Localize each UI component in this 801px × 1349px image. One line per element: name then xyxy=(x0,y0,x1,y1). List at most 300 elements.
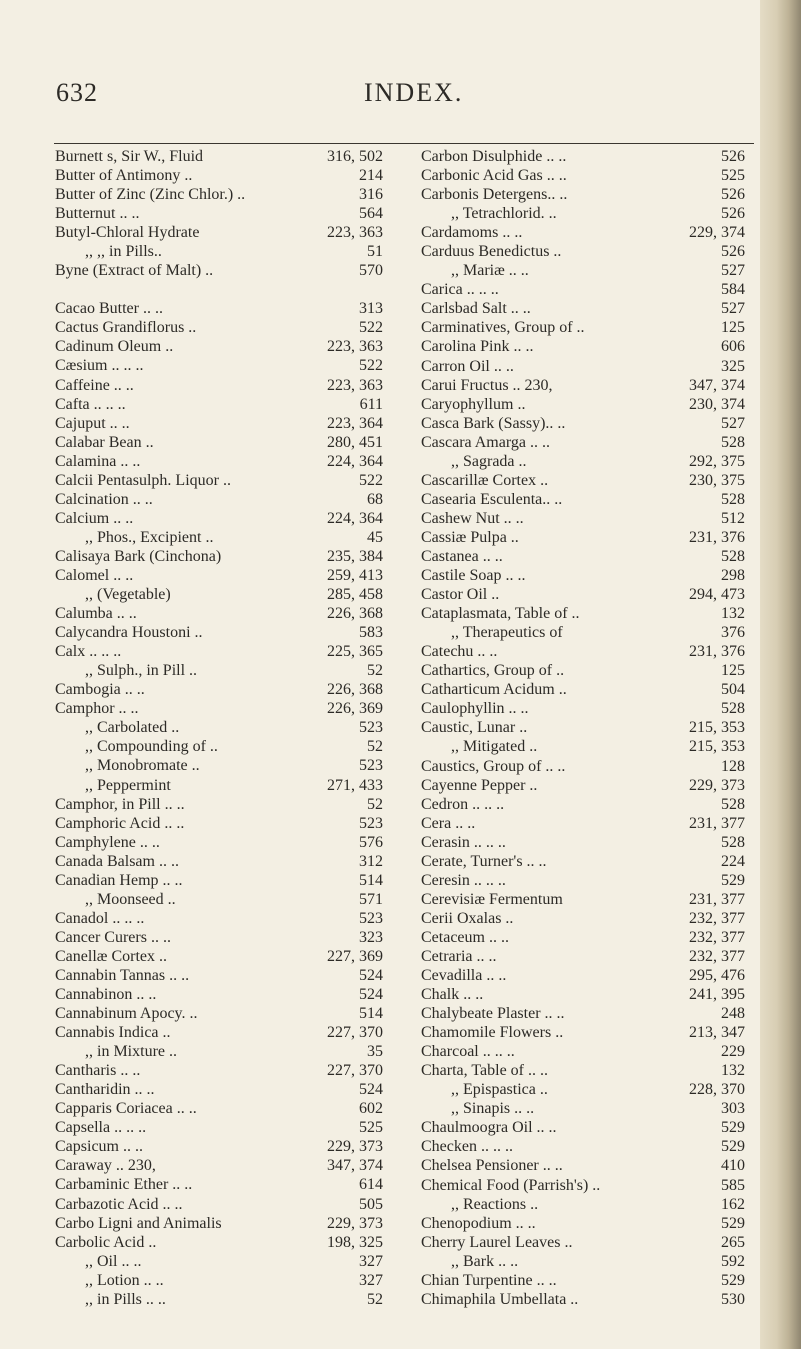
entry-term: ,, in Mixture .. xyxy=(85,1043,177,1061)
entry-term: Cedron .. .. .. xyxy=(421,795,505,813)
entry-term: Calycandra Houstoni .. xyxy=(55,624,203,642)
entry-pages: 292, 375 xyxy=(689,452,745,470)
entry-pages: 230, 374 xyxy=(689,395,745,413)
entry-pages: 231, 377 xyxy=(689,890,745,908)
entry-term: Carbon Disulphide .. .. xyxy=(421,148,567,165)
entry-term: Cancer Curers .. .. xyxy=(55,928,171,946)
entry-pages: 347, 374 xyxy=(327,1157,383,1175)
entry-pages: 529 xyxy=(721,1214,745,1232)
index-entry xyxy=(55,871,383,890)
index-entry xyxy=(421,280,745,299)
entry-pages: 213, 347 xyxy=(689,1024,745,1042)
entry-pages: 52 xyxy=(367,1290,383,1308)
entry-term: Cassiæ Pulpa .. xyxy=(421,528,519,546)
entry-term: ,, Therapeutics of xyxy=(451,624,563,642)
entry-term: Catechu .. .. xyxy=(421,643,498,661)
entry-pages: 524 xyxy=(359,966,383,984)
entry-pages: 231, 376 xyxy=(689,528,745,546)
index-entry xyxy=(421,1118,745,1137)
entry-term: Cafta .. .. .. xyxy=(55,395,126,413)
entry-term: Charta, Table of .. .. xyxy=(421,1062,548,1080)
entry-pages: 523 xyxy=(359,719,383,737)
index-entry xyxy=(421,1290,745,1309)
index-entry xyxy=(421,1042,745,1061)
index-entry xyxy=(55,299,383,318)
entry-term: ,, in Pills .. .. xyxy=(85,1290,166,1308)
entry-pages: 523 xyxy=(359,909,383,927)
entry-pages: 527 xyxy=(721,262,745,280)
index-entry xyxy=(421,623,745,642)
entry-term: ,, Carbolated .. xyxy=(85,719,180,737)
index-entry xyxy=(421,795,745,814)
entry-term: Calumba .. .. xyxy=(55,605,137,623)
entry-term: Carui Fructus .. 230, xyxy=(421,376,553,394)
index-entry xyxy=(55,1023,383,1042)
entry-term: Cataplasmata, Table of .. xyxy=(421,605,580,623)
index-entry xyxy=(55,661,383,680)
index-entry xyxy=(55,1099,383,1118)
entry-term: ,, Reactions .. xyxy=(451,1195,539,1213)
entry-term: Caustic, Lunar .. xyxy=(421,719,528,737)
entry-term: ,, Moonseed .. xyxy=(85,890,176,908)
index-entry xyxy=(55,395,383,414)
index-entry xyxy=(421,1214,745,1233)
index-entry xyxy=(421,490,745,509)
index-entry xyxy=(55,376,383,395)
index-entry xyxy=(421,166,745,185)
entry-pages: 35 xyxy=(367,1043,383,1061)
index-entry xyxy=(55,928,383,947)
entry-term: Cera .. .. xyxy=(421,814,476,832)
entry-term: Chalybeate Plaster .. .. xyxy=(421,1005,565,1023)
entry-pages: 229, 374 xyxy=(689,224,745,242)
entry-pages: 592 xyxy=(721,1252,745,1270)
index-entry xyxy=(55,604,383,623)
index-entry xyxy=(421,204,745,223)
entry-term: Cactus Grandiflorus .. xyxy=(55,319,197,337)
index-entry xyxy=(55,337,383,356)
entry-pages: 214 xyxy=(359,167,383,185)
entry-term: Calamina .. .. xyxy=(55,452,141,470)
entry-term: Cannabin Tannas .. .. xyxy=(55,966,190,984)
index-entry xyxy=(421,185,745,204)
entry-pages: 231, 376 xyxy=(689,643,745,661)
entry-pages: 528 xyxy=(721,833,745,851)
entry-pages: 512 xyxy=(721,509,745,527)
entry-term: ,, Lotion .. .. xyxy=(85,1271,164,1289)
entry-term: Cerii Oxalas .. xyxy=(421,909,514,927)
entry-term: Butternut .. .. xyxy=(55,205,140,223)
index-entry xyxy=(421,909,745,928)
index-entry xyxy=(55,1137,383,1156)
entry-term: Cantharis .. .. xyxy=(55,1062,141,1080)
index-entry xyxy=(421,261,745,280)
index-entry xyxy=(421,966,745,985)
entry-pages: 223, 364 xyxy=(327,414,383,432)
index-entry xyxy=(55,490,383,509)
entry-pages: 528 xyxy=(721,490,745,508)
index-entry xyxy=(55,185,383,204)
entry-pages: 522 xyxy=(359,471,383,489)
index-entry xyxy=(421,604,745,623)
index-entry xyxy=(55,1042,383,1061)
entry-pages: 229, 373 xyxy=(689,776,745,794)
entry-term: ,, Bark .. .. xyxy=(451,1252,519,1270)
entry-term: Carica .. .. .. xyxy=(421,281,499,299)
index-entry xyxy=(55,1118,383,1137)
index-entry xyxy=(55,1214,383,1233)
entry-term: Cerate, Turner's .. .. xyxy=(421,852,547,870)
index-entry xyxy=(421,1004,745,1023)
index-entry xyxy=(55,1195,383,1214)
entry-pages: 327 xyxy=(359,1271,383,1289)
entry-pages: 526 xyxy=(721,148,745,165)
index-entry xyxy=(55,737,383,756)
index-entry xyxy=(55,166,383,185)
entry-term: Cajuput .. .. xyxy=(55,414,130,432)
entry-pages: 215, 353 xyxy=(689,719,745,737)
entry-pages: 522 xyxy=(359,357,383,375)
entry-term: Calcination .. .. xyxy=(55,490,153,508)
index-entry xyxy=(421,1233,745,1252)
entry-pages: 614 xyxy=(359,1176,383,1194)
index-entry xyxy=(55,318,383,337)
index-entry xyxy=(55,623,383,642)
entry-term: Calisaya Bark (Cinchona) xyxy=(55,547,222,565)
entry-pages: 125 xyxy=(721,319,745,337)
entry-term: Cevadilla .. .. xyxy=(421,967,507,985)
index-entry xyxy=(421,471,745,490)
entry-pages: 228, 370 xyxy=(689,1081,745,1099)
entry-pages: 259, 413 xyxy=(327,566,383,584)
entry-pages: 584 xyxy=(721,281,745,299)
index-entry xyxy=(421,985,745,1004)
index-entry xyxy=(55,547,383,566)
entry-term: Cherry Laurel Leaves .. xyxy=(421,1233,573,1251)
entry-pages: 226, 368 xyxy=(327,681,383,699)
entry-term: Cayenne Pepper .. xyxy=(421,776,538,794)
entry-pages: 128 xyxy=(721,757,745,775)
index-entry xyxy=(421,433,745,452)
entry-term: Cascara Amarga .. .. xyxy=(421,433,550,451)
entry-term: Butyl-Chloral Hydrate xyxy=(55,224,200,242)
entry-term: ,, Tetrachlorid. .. xyxy=(451,205,557,223)
index-entry xyxy=(55,433,383,452)
index-entry xyxy=(55,204,383,223)
index-entry xyxy=(421,1252,745,1271)
entry-pages: 504 xyxy=(721,681,745,699)
entry-term: Castanea .. .. xyxy=(421,547,503,565)
entry-term: Charcoal .. .. .. xyxy=(421,1043,515,1061)
index-entry xyxy=(55,699,383,718)
entry-term: Capparis Coriacea .. .. xyxy=(55,1100,197,1118)
index-entry xyxy=(421,1195,745,1214)
entry-pages: 227, 370 xyxy=(327,1062,383,1080)
index-entry xyxy=(55,680,383,699)
index-entry xyxy=(55,147,383,166)
index-entry xyxy=(55,452,383,471)
entry-term: ,, ,, in Pills.. xyxy=(85,243,162,261)
index-entry xyxy=(421,928,745,947)
entry-term: Chenopodium .. .. xyxy=(421,1214,536,1232)
entry-term: Cetaceum .. .. xyxy=(421,928,509,946)
index-entry xyxy=(55,776,383,795)
index-entry xyxy=(421,242,745,261)
entry-pages: 132 xyxy=(721,605,745,623)
entry-term: Canadol .. .. .. xyxy=(55,909,145,927)
index-entry xyxy=(55,1156,383,1175)
index-column-right xyxy=(421,147,745,1309)
entry-pages: 313 xyxy=(359,300,383,318)
entry-term: ,, Epispastica .. xyxy=(451,1081,548,1099)
index-entry xyxy=(55,756,383,775)
entry-pages: 576 xyxy=(359,833,383,851)
entry-pages: 323 xyxy=(359,928,383,946)
entry-pages: 241, 395 xyxy=(689,986,745,1004)
entry-pages: 570 xyxy=(359,262,383,280)
page-edge xyxy=(760,0,801,1349)
index-entry xyxy=(421,566,745,585)
index-entry xyxy=(421,337,745,356)
index-entry xyxy=(55,852,383,871)
entry-pages: 529 xyxy=(721,871,745,889)
index-entry xyxy=(421,1023,745,1042)
index-entry xyxy=(421,1061,745,1080)
entry-term: Cambogia .. .. xyxy=(55,681,145,699)
entry-term: Ceresin .. .. .. xyxy=(421,871,506,889)
index-entry xyxy=(421,1137,745,1156)
entry-pages: 232, 377 xyxy=(689,909,745,927)
index-entry xyxy=(421,414,745,433)
entry-term: Chelsea Pensioner .. .. xyxy=(421,1157,563,1175)
entry-term: Carbonis Detergens.. .. xyxy=(421,186,568,204)
index-entry xyxy=(421,1099,745,1118)
entry-term: Calcium .. .. xyxy=(55,509,134,527)
entry-pages: 529 xyxy=(721,1271,745,1289)
index-entry xyxy=(55,1061,383,1080)
entry-pages: 529 xyxy=(721,1119,745,1137)
entry-term: Caulophyllin .. .. xyxy=(421,700,529,718)
entry-term: Catharticum Acidum .. xyxy=(421,681,567,699)
entry-term: Chimaphila Umbellata .. xyxy=(421,1290,579,1308)
page-title: INDEX. xyxy=(364,78,464,107)
entry-term: Burnett s, Sir W., Fluid xyxy=(55,148,204,165)
entry-pages: 564 xyxy=(359,205,383,223)
entry-term: Chian Turpentine .. .. xyxy=(421,1271,557,1289)
entry-pages: 52 xyxy=(367,738,383,756)
entry-pages: 223, 363 xyxy=(327,224,383,242)
entry-pages: 327 xyxy=(359,1252,383,1270)
entry-pages: 526 xyxy=(721,205,745,223)
entry-pages: 298 xyxy=(721,567,745,585)
entry-pages: 526 xyxy=(721,243,745,261)
entry-term: Caustics, Group of .. .. xyxy=(421,757,566,775)
entry-term: Cardamoms .. .. xyxy=(421,224,523,242)
entry-term: Byne (Extract of Malt) .. xyxy=(55,262,214,280)
entry-term: Butter of Zinc (Zinc Chlor.) .. xyxy=(55,186,246,204)
index-entry xyxy=(421,1271,745,1290)
index-column-left xyxy=(55,147,383,1309)
entry-pages: 235, 384 xyxy=(327,547,383,565)
entry-term: Caraway .. 230, xyxy=(55,1157,156,1175)
entry-pages: 514 xyxy=(359,1005,383,1023)
index-entry xyxy=(55,1290,383,1309)
entry-pages: 271, 433 xyxy=(327,776,383,794)
entry-pages: 523 xyxy=(359,757,383,775)
index-entry xyxy=(55,1233,383,1252)
entry-pages: 514 xyxy=(359,871,383,889)
index-entry xyxy=(55,528,383,547)
entry-pages: 215, 353 xyxy=(689,738,745,756)
entry-pages: 223, 363 xyxy=(327,376,383,394)
entry-term: Canadian Hemp .. .. xyxy=(55,871,183,889)
entry-term: ,, Phos., Excipient .. xyxy=(85,528,214,546)
entry-pages: 295, 476 xyxy=(689,967,745,985)
header-rule xyxy=(54,143,754,144)
entry-term: Checken .. .. .. xyxy=(421,1138,513,1156)
entry-term: Capsella .. .. .. xyxy=(55,1119,147,1137)
entry-pages: 226, 369 xyxy=(327,700,383,718)
entry-term: Chalk .. .. xyxy=(421,986,484,1004)
entry-term: Cathartics, Group of .. xyxy=(421,662,565,680)
index-entry xyxy=(55,1080,383,1099)
index-entry xyxy=(55,1271,383,1290)
entry-term: Canellæ Cortex .. xyxy=(55,947,167,965)
entry-pages: 325 xyxy=(721,357,745,375)
entry-term: ,, Monobromate .. xyxy=(85,757,200,775)
index-entry xyxy=(421,1080,745,1099)
entry-pages: 528 xyxy=(721,547,745,565)
index-entry xyxy=(421,547,745,566)
entry-term: ,, Mariæ .. .. xyxy=(451,262,529,280)
index-entry xyxy=(421,699,745,718)
entry-term: Cerasin .. .. .. xyxy=(421,833,506,851)
entry-pages: 223, 363 xyxy=(327,338,383,356)
entry-pages: 527 xyxy=(721,300,745,318)
entry-pages: 529 xyxy=(721,1138,745,1156)
entry-pages: 606 xyxy=(721,338,745,356)
entry-term: Cantharidin .. .. xyxy=(55,1081,155,1099)
index-entry xyxy=(421,776,745,795)
entry-term: Carbonic Acid Gas .. .. xyxy=(421,167,567,185)
entry-term: Cerevisiæ Fermentum xyxy=(421,890,563,908)
entry-term: Camphor .. .. xyxy=(55,700,139,718)
index-entry xyxy=(421,357,745,376)
entry-pages: 522 xyxy=(359,319,383,337)
entry-term: Carduus Benedictus .. xyxy=(421,243,562,261)
entry-term: Chamomile Flowers .. xyxy=(421,1024,564,1042)
index-entry xyxy=(421,147,745,166)
index-entry xyxy=(55,261,383,280)
entry-term: Calcii Pentasulph. Liquor .. xyxy=(55,471,231,489)
entry-term: Cetraria .. .. xyxy=(421,947,497,965)
entry-pages: 285, 458 xyxy=(327,586,383,604)
index-entry xyxy=(55,471,383,490)
entry-pages: 528 xyxy=(721,700,745,718)
entry-pages: 230, 375 xyxy=(689,471,745,489)
entry-pages: 51 xyxy=(367,243,383,261)
index-entry xyxy=(55,909,383,928)
entry-term: Caryophyllum .. xyxy=(421,395,526,413)
index-entry xyxy=(421,737,745,756)
index-entry xyxy=(421,661,745,680)
index-entry xyxy=(421,814,745,833)
entry-pages: 294, 473 xyxy=(689,586,745,604)
entry-term: Carbo Ligni and Animalis xyxy=(55,1214,222,1232)
entry-term: Carbazotic Acid .. .. xyxy=(55,1195,183,1213)
index-entry xyxy=(55,947,383,966)
entry-pages: 125 xyxy=(721,662,745,680)
index-entry xyxy=(421,757,745,776)
index-entry xyxy=(55,223,383,242)
entry-pages: 527 xyxy=(721,414,745,432)
entry-term: ,, (Vegetable) xyxy=(85,586,171,604)
index-entry xyxy=(55,414,383,433)
entry-pages: 410 xyxy=(721,1157,745,1175)
entry-term: Carbaminic Ether .. .. xyxy=(55,1176,193,1194)
entry-pages: 132 xyxy=(721,1062,745,1080)
entry-term: Carbolic Acid .. xyxy=(55,1233,157,1251)
entry-term: Cannabinum Apocy. .. xyxy=(55,1005,198,1023)
entry-pages: 229 xyxy=(721,1043,745,1061)
entry-pages: 280, 451 xyxy=(327,433,383,451)
index-entry xyxy=(55,356,383,375)
entry-pages: 347, 374 xyxy=(689,376,745,394)
index-entry xyxy=(421,1176,745,1195)
index-entry xyxy=(421,852,745,871)
entry-pages: 226, 368 xyxy=(327,605,383,623)
index-entry xyxy=(421,642,745,661)
entry-term: Calabar Bean .. xyxy=(55,433,154,451)
entry-pages: 229, 373 xyxy=(327,1138,383,1156)
entry-term: Camphor, in Pill .. .. xyxy=(55,795,185,813)
entry-pages: 611 xyxy=(359,395,383,413)
entry-term: Caffeine .. .. xyxy=(55,376,134,394)
index-entry xyxy=(421,680,745,699)
entry-term: Carolina Pink .. .. xyxy=(421,338,534,356)
entry-pages: 227, 370 xyxy=(327,1024,383,1042)
entry-term: Canada Balsam .. .. xyxy=(55,852,179,870)
entry-pages: 303 xyxy=(721,1100,745,1118)
entry-term: ,, Sulph., in Pill .. xyxy=(85,662,198,680)
index-entry xyxy=(55,1175,383,1194)
index-entry xyxy=(421,585,745,604)
entry-pages: 248 xyxy=(721,1005,745,1023)
page-number: 632 xyxy=(56,78,98,107)
index-entry xyxy=(55,566,383,585)
entry-term: Chaulmoogra Oil .. .. xyxy=(421,1119,557,1137)
index-entry xyxy=(421,223,745,242)
entry-term: Cæsium .. .. .. xyxy=(55,357,144,375)
entry-pages: 52 xyxy=(367,795,383,813)
index-entry xyxy=(421,395,745,414)
entry-pages: 528 xyxy=(721,433,745,451)
entry-term: ,, Compounding of .. xyxy=(85,738,218,756)
entry-term: ,, Mitigated .. xyxy=(451,738,538,756)
index-entry xyxy=(55,1004,383,1023)
index-entry xyxy=(421,890,745,909)
entry-term: Cashew Nut .. .. xyxy=(421,509,524,527)
entry-term: ,, Oil .. .. xyxy=(85,1252,142,1270)
index-entry xyxy=(55,242,383,261)
entry-term: Camphoric Acid .. .. xyxy=(55,814,185,832)
entry-term: Carlsbad Salt .. .. xyxy=(421,300,531,318)
entry-pages: 224 xyxy=(721,852,745,870)
entry-pages: 571 xyxy=(359,890,383,908)
index-entry xyxy=(421,718,745,737)
index-entry xyxy=(421,833,745,852)
entry-pages: 376 xyxy=(721,624,745,642)
